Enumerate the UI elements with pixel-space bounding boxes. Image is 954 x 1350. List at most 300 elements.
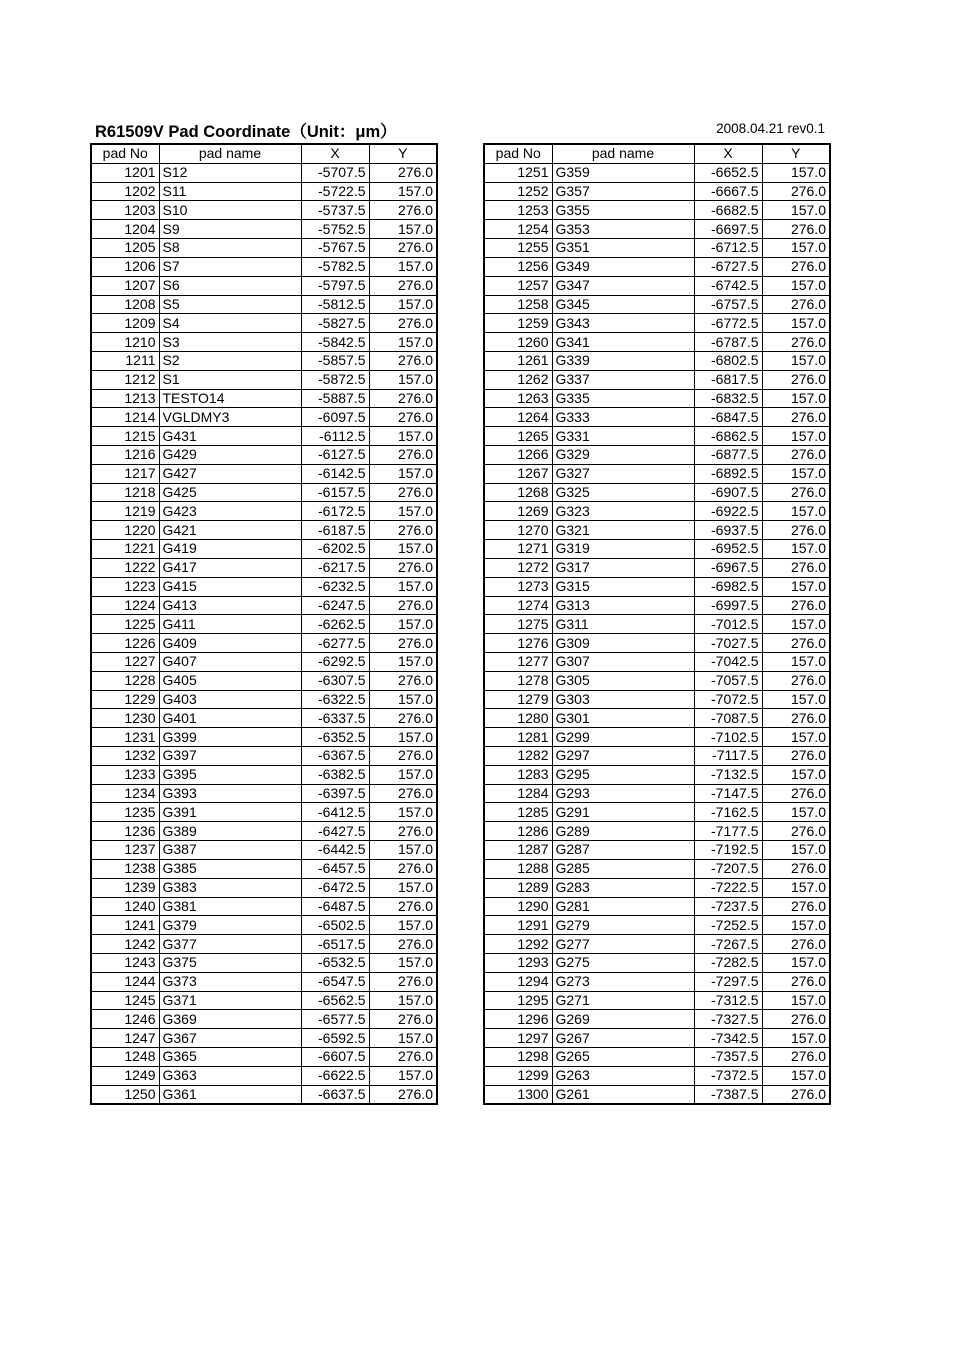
y-coordinate-cell: 157.0 xyxy=(369,427,437,446)
pad-no-cell: 1284 xyxy=(484,784,552,803)
pad-no-cell: 1216 xyxy=(91,446,159,465)
y-coordinate-cell: 157.0 xyxy=(369,333,437,352)
table-row xyxy=(484,502,830,521)
pad-name-cell: S4 xyxy=(159,314,301,333)
table-row xyxy=(91,446,437,465)
y-coordinate-cell: 157.0 xyxy=(762,201,830,220)
x-coordinate-cell: -7342.5 xyxy=(694,1029,762,1048)
pad-no-cell: 1215 xyxy=(91,427,159,446)
pad-name-cell: G297 xyxy=(552,747,694,766)
pad-name-cell: G353 xyxy=(552,220,694,239)
pad-name-cell: G273 xyxy=(552,972,694,991)
pad-name-cell: G417 xyxy=(159,558,301,577)
y-coordinate-cell: 276.0 xyxy=(762,1085,830,1104)
table-row xyxy=(484,953,830,972)
x-coordinate-cell: -7357.5 xyxy=(694,1048,762,1067)
x-coordinate-cell: -7012.5 xyxy=(694,615,762,634)
y-coordinate-cell: 157.0 xyxy=(369,652,437,671)
pad-name-cell: G425 xyxy=(159,483,301,502)
table-row xyxy=(91,257,437,276)
pad-no-cell: 1240 xyxy=(91,897,159,916)
y-coordinate-cell: 276.0 xyxy=(369,276,437,295)
table-row xyxy=(91,483,437,502)
table-row xyxy=(484,201,830,220)
x-coordinate-cell: -5767.5 xyxy=(301,239,369,258)
pad-no-cell: 1271 xyxy=(484,540,552,559)
table-row xyxy=(484,596,830,615)
pad-name-cell: G427 xyxy=(159,464,301,483)
table-row xyxy=(484,351,830,370)
table-row xyxy=(91,1010,437,1029)
pad-name-cell: G403 xyxy=(159,690,301,709)
y-coordinate-cell: 276.0 xyxy=(369,784,437,803)
table-row xyxy=(484,182,830,201)
y-coordinate-cell: 157.0 xyxy=(762,652,830,671)
table-row xyxy=(91,1085,437,1104)
y-coordinate-cell: 157.0 xyxy=(369,182,437,201)
pad-name-cell: G399 xyxy=(159,728,301,747)
y-coordinate-cell: 276.0 xyxy=(369,1048,437,1067)
y-coordinate-cell: 276.0 xyxy=(369,972,437,991)
table-row xyxy=(91,634,437,653)
y-coordinate-cell: 276.0 xyxy=(369,709,437,728)
x-coordinate-cell: -6427.5 xyxy=(301,822,369,841)
pad-name-cell: G355 xyxy=(552,201,694,220)
y-coordinate-cell: 276.0 xyxy=(369,351,437,370)
pad-no-cell: 1296 xyxy=(484,1010,552,1029)
pad-name-cell: G351 xyxy=(552,239,694,258)
x-coordinate-cell: -6697.5 xyxy=(694,220,762,239)
x-coordinate-cell: -6727.5 xyxy=(694,257,762,276)
table-row xyxy=(484,389,830,408)
pad-no-cell: 1285 xyxy=(484,803,552,822)
y-coordinate-cell: 276.0 xyxy=(762,370,830,389)
pad-no-cell: 1265 xyxy=(484,427,552,446)
table-row xyxy=(484,671,830,690)
x-coordinate-cell: -7102.5 xyxy=(694,728,762,747)
pad-name-cell: G345 xyxy=(552,295,694,314)
pad-name-cell: G337 xyxy=(552,370,694,389)
x-coordinate-cell: -6112.5 xyxy=(301,427,369,446)
y-coordinate-cell: 157.0 xyxy=(369,257,437,276)
y-coordinate-cell: 276.0 xyxy=(762,634,830,653)
x-coordinate-cell: -7372.5 xyxy=(694,1066,762,1085)
header-y: Y xyxy=(369,144,437,163)
pad-name-cell: G387 xyxy=(159,841,301,860)
pad-no-cell: 1227 xyxy=(91,652,159,671)
x-coordinate-cell: -7117.5 xyxy=(694,747,762,766)
table-row xyxy=(484,859,830,878)
y-coordinate-cell: 157.0 xyxy=(762,878,830,897)
x-coordinate-cell: -6862.5 xyxy=(694,427,762,446)
pad-no-cell: 1278 xyxy=(484,671,552,690)
table-row xyxy=(484,521,830,540)
pad-name-cell: G367 xyxy=(159,1029,301,1048)
x-coordinate-cell: -6247.5 xyxy=(301,596,369,615)
pad-no-cell: 1229 xyxy=(91,690,159,709)
pad-no-cell: 1297 xyxy=(484,1029,552,1048)
table-row xyxy=(91,427,437,446)
x-coordinate-cell: -7057.5 xyxy=(694,671,762,690)
pad-no-cell: 1251 xyxy=(484,163,552,182)
pad-name-cell: G275 xyxy=(552,953,694,972)
pad-no-cell: 1221 xyxy=(91,540,159,559)
table-row xyxy=(91,182,437,201)
y-coordinate-cell: 157.0 xyxy=(762,765,830,784)
pad-no-cell: 1206 xyxy=(91,257,159,276)
table-row xyxy=(91,652,437,671)
table-row xyxy=(91,389,437,408)
x-coordinate-cell: -7237.5 xyxy=(694,897,762,916)
pad-no-cell: 1255 xyxy=(484,239,552,258)
table-row xyxy=(484,163,830,182)
table-row xyxy=(484,408,830,427)
x-coordinate-cell: -7042.5 xyxy=(694,652,762,671)
x-coordinate-cell: -6382.5 xyxy=(301,765,369,784)
table-row xyxy=(484,276,830,295)
y-coordinate-cell: 157.0 xyxy=(762,502,830,521)
pad-no-cell: 1298 xyxy=(484,1048,552,1067)
pad-no-cell: 1214 xyxy=(91,408,159,427)
pad-name-cell: G287 xyxy=(552,841,694,860)
pad-no-cell: 1213 xyxy=(91,389,159,408)
header-y: Y xyxy=(762,144,830,163)
pad-name-cell: G371 xyxy=(159,991,301,1010)
pad-no-cell: 1266 xyxy=(484,446,552,465)
x-coordinate-cell: -6187.5 xyxy=(301,521,369,540)
table-row xyxy=(484,935,830,954)
table-row xyxy=(484,1029,830,1048)
table-row xyxy=(91,464,437,483)
x-coordinate-cell: -6622.5 xyxy=(301,1066,369,1085)
pad-no-cell: 1245 xyxy=(91,991,159,1010)
x-coordinate-cell: -5752.5 xyxy=(301,220,369,239)
pad-table-right xyxy=(483,143,831,1105)
pad-name-cell: G375 xyxy=(159,953,301,972)
pad-name-cell: G335 xyxy=(552,389,694,408)
x-coordinate-cell: -6292.5 xyxy=(301,652,369,671)
x-coordinate-cell: -7327.5 xyxy=(694,1010,762,1029)
table-row xyxy=(91,897,437,916)
pad-no-cell: 1252 xyxy=(484,182,552,201)
table-row xyxy=(484,239,830,258)
x-coordinate-cell: -6487.5 xyxy=(301,897,369,916)
pad-no-cell: 1235 xyxy=(91,803,159,822)
y-coordinate-cell: 276.0 xyxy=(369,483,437,502)
table-row xyxy=(91,596,437,615)
pad-name-cell: G369 xyxy=(159,1010,301,1029)
table-row xyxy=(91,1048,437,1067)
x-coordinate-cell: -5842.5 xyxy=(301,333,369,352)
pad-no-cell: 1219 xyxy=(91,502,159,521)
x-coordinate-cell: -6592.5 xyxy=(301,1029,369,1048)
pad-no-cell: 1220 xyxy=(91,521,159,540)
y-coordinate-cell: 276.0 xyxy=(369,239,437,258)
y-coordinate-cell: 157.0 xyxy=(369,916,437,935)
pad-no-cell: 1289 xyxy=(484,878,552,897)
x-coordinate-cell: -6967.5 xyxy=(694,558,762,577)
table-header-row xyxy=(91,144,437,163)
table-row xyxy=(484,615,830,634)
y-coordinate-cell: 157.0 xyxy=(369,878,437,897)
table-row xyxy=(484,634,830,653)
table-row xyxy=(91,747,437,766)
x-coordinate-cell: -6262.5 xyxy=(301,615,369,634)
y-coordinate-cell: 276.0 xyxy=(369,1010,437,1029)
x-coordinate-cell: -7222.5 xyxy=(694,878,762,897)
pad-name-cell: G377 xyxy=(159,935,301,954)
x-coordinate-cell: -6607.5 xyxy=(301,1048,369,1067)
y-coordinate-cell: 276.0 xyxy=(369,822,437,841)
pad-name-cell: G269 xyxy=(552,1010,694,1029)
table-row xyxy=(91,859,437,878)
table-row xyxy=(484,295,830,314)
pad-no-cell: 1241 xyxy=(91,916,159,935)
x-coordinate-cell: -6517.5 xyxy=(301,935,369,954)
y-coordinate-cell: 276.0 xyxy=(369,163,437,182)
x-coordinate-cell: -6877.5 xyxy=(694,446,762,465)
table-row xyxy=(484,464,830,483)
pad-name-cell: G415 xyxy=(159,577,301,596)
x-coordinate-cell: -6802.5 xyxy=(694,351,762,370)
table-row xyxy=(484,897,830,916)
pad-name-cell: G381 xyxy=(159,897,301,916)
x-coordinate-cell: -7177.5 xyxy=(694,822,762,841)
pad-name-cell: S6 xyxy=(159,276,301,295)
x-coordinate-cell: -6682.5 xyxy=(694,201,762,220)
table-row xyxy=(484,747,830,766)
x-coordinate-cell: -5872.5 xyxy=(301,370,369,389)
pad-no-cell: 1268 xyxy=(484,483,552,502)
table-row xyxy=(484,257,830,276)
table-row xyxy=(91,615,437,634)
pad-name-cell: G283 xyxy=(552,878,694,897)
pad-name-cell: S3 xyxy=(159,333,301,352)
pad-no-cell: 1234 xyxy=(91,784,159,803)
x-coordinate-cell: -6412.5 xyxy=(301,803,369,822)
pad-no-cell: 1212 xyxy=(91,370,159,389)
table-row xyxy=(91,351,437,370)
pad-no-cell: 1236 xyxy=(91,822,159,841)
table-row xyxy=(91,577,437,596)
x-coordinate-cell: -6742.5 xyxy=(694,276,762,295)
pad-name-cell: G267 xyxy=(552,1029,694,1048)
y-coordinate-cell: 157.0 xyxy=(762,991,830,1010)
pad-no-cell: 1263 xyxy=(484,389,552,408)
pad-no-cell: 1239 xyxy=(91,878,159,897)
x-coordinate-cell: -6322.5 xyxy=(301,690,369,709)
x-coordinate-cell: -7252.5 xyxy=(694,916,762,935)
x-coordinate-cell: -6442.5 xyxy=(301,841,369,860)
x-coordinate-cell: -7147.5 xyxy=(694,784,762,803)
y-coordinate-cell: 276.0 xyxy=(762,897,830,916)
y-coordinate-cell: 276.0 xyxy=(369,1085,437,1104)
pad-name-cell: G409 xyxy=(159,634,301,653)
pad-name-cell: G363 xyxy=(159,1066,301,1085)
pad-no-cell: 1250 xyxy=(91,1085,159,1104)
y-coordinate-cell: 157.0 xyxy=(762,841,830,860)
y-coordinate-cell: 157.0 xyxy=(369,295,437,314)
y-coordinate-cell: 157.0 xyxy=(369,615,437,634)
pad-name-cell: G311 xyxy=(552,615,694,634)
y-coordinate-cell: 276.0 xyxy=(762,521,830,540)
x-coordinate-cell: -6157.5 xyxy=(301,483,369,502)
x-coordinate-cell: -7297.5 xyxy=(694,972,762,991)
pad-no-cell: 1280 xyxy=(484,709,552,728)
x-coordinate-cell: -6907.5 xyxy=(694,483,762,502)
pad-no-cell: 1254 xyxy=(484,220,552,239)
x-coordinate-cell: -6277.5 xyxy=(301,634,369,653)
y-coordinate-cell: 276.0 xyxy=(762,1048,830,1067)
table-row xyxy=(91,370,437,389)
x-coordinate-cell: -7387.5 xyxy=(694,1085,762,1104)
x-coordinate-cell: -5827.5 xyxy=(301,314,369,333)
pad-name-cell: G349 xyxy=(552,257,694,276)
table-row xyxy=(484,972,830,991)
table-row xyxy=(91,201,437,220)
table-row xyxy=(484,314,830,333)
x-coordinate-cell: -5722.5 xyxy=(301,182,369,201)
x-coordinate-cell: -6937.5 xyxy=(694,521,762,540)
y-coordinate-cell: 157.0 xyxy=(762,540,830,559)
table-row xyxy=(484,1066,830,1085)
table-row xyxy=(484,1085,830,1104)
pad-no-cell: 1300 xyxy=(484,1085,552,1104)
header-pad-name: pad name xyxy=(159,144,301,163)
pad-name-cell: G325 xyxy=(552,483,694,502)
y-coordinate-cell: 157.0 xyxy=(369,841,437,860)
y-coordinate-cell: 276.0 xyxy=(762,408,830,427)
y-coordinate-cell: 276.0 xyxy=(762,295,830,314)
table-row xyxy=(484,370,830,389)
y-coordinate-cell: 276.0 xyxy=(762,671,830,690)
y-coordinate-cell: 276.0 xyxy=(762,1010,830,1029)
y-coordinate-cell: 276.0 xyxy=(369,596,437,615)
x-coordinate-cell: -6232.5 xyxy=(301,577,369,596)
table-row xyxy=(91,822,437,841)
pad-name-cell: G389 xyxy=(159,822,301,841)
x-coordinate-cell: -6712.5 xyxy=(694,239,762,258)
y-coordinate-cell: 276.0 xyxy=(369,314,437,333)
pad-no-cell: 1223 xyxy=(91,577,159,596)
x-coordinate-cell: -7027.5 xyxy=(694,634,762,653)
pad-name-cell: S2 xyxy=(159,351,301,370)
y-coordinate-cell: 157.0 xyxy=(369,220,437,239)
pad-no-cell: 1292 xyxy=(484,935,552,954)
header-pad-no: pad No xyxy=(484,144,552,163)
pad-name-cell: G291 xyxy=(552,803,694,822)
table-row xyxy=(484,220,830,239)
y-coordinate-cell: 276.0 xyxy=(762,747,830,766)
pad-name-cell: S5 xyxy=(159,295,301,314)
pad-no-cell: 1261 xyxy=(484,351,552,370)
pad-name-cell: G329 xyxy=(552,446,694,465)
table-row xyxy=(91,220,437,239)
table-row xyxy=(484,841,830,860)
pad-no-cell: 1273 xyxy=(484,577,552,596)
x-coordinate-cell: -6922.5 xyxy=(694,502,762,521)
x-coordinate-cell: -6397.5 xyxy=(301,784,369,803)
pad-no-cell: 1237 xyxy=(91,841,159,860)
pad-no-cell: 1262 xyxy=(484,370,552,389)
pad-no-cell: 1282 xyxy=(484,747,552,766)
table-row xyxy=(91,540,437,559)
y-coordinate-cell: 276.0 xyxy=(369,201,437,220)
table-row xyxy=(91,502,437,521)
y-coordinate-cell: 157.0 xyxy=(369,577,437,596)
pad-name-cell: G361 xyxy=(159,1085,301,1104)
pad-name-cell: G307 xyxy=(552,652,694,671)
table-row xyxy=(484,991,830,1010)
pad-name-cell: G385 xyxy=(159,859,301,878)
table-row xyxy=(484,878,830,897)
y-coordinate-cell: 157.0 xyxy=(762,464,830,483)
pad-name-cell: G315 xyxy=(552,577,694,596)
pad-name-cell: G303 xyxy=(552,690,694,709)
y-coordinate-cell: 157.0 xyxy=(762,1029,830,1048)
x-coordinate-cell: -6472.5 xyxy=(301,878,369,897)
pad-name-cell: G339 xyxy=(552,351,694,370)
pad-name-cell: G305 xyxy=(552,671,694,690)
y-coordinate-cell: 157.0 xyxy=(762,577,830,596)
pad-name-cell: G323 xyxy=(552,502,694,521)
pad-name-cell: G301 xyxy=(552,709,694,728)
y-coordinate-cell: 157.0 xyxy=(369,1066,437,1085)
y-coordinate-cell: 157.0 xyxy=(369,765,437,784)
y-coordinate-cell: 276.0 xyxy=(369,634,437,653)
x-coordinate-cell: -6847.5 xyxy=(694,408,762,427)
y-coordinate-cell: 157.0 xyxy=(762,314,830,333)
pad-no-cell: 1267 xyxy=(484,464,552,483)
pad-no-cell: 1290 xyxy=(484,897,552,916)
table-row xyxy=(484,765,830,784)
y-coordinate-cell: 157.0 xyxy=(762,690,830,709)
x-coordinate-cell: -6307.5 xyxy=(301,671,369,690)
pad-name-cell: G419 xyxy=(159,540,301,559)
pad-no-cell: 1244 xyxy=(91,972,159,991)
pad-no-cell: 1203 xyxy=(91,201,159,220)
pad-name-cell: G347 xyxy=(552,276,694,295)
y-coordinate-cell: 276.0 xyxy=(369,389,437,408)
pad-name-cell: G407 xyxy=(159,652,301,671)
pad-name-cell: S11 xyxy=(159,182,301,201)
pad-name-cell: G327 xyxy=(552,464,694,483)
y-coordinate-cell: 276.0 xyxy=(369,446,437,465)
y-coordinate-cell: 157.0 xyxy=(762,615,830,634)
x-coordinate-cell: -7072.5 xyxy=(694,690,762,709)
y-coordinate-cell: 157.0 xyxy=(369,953,437,972)
pad-name-cell: TESTO14 xyxy=(159,389,301,408)
x-coordinate-cell: -6202.5 xyxy=(301,540,369,559)
pad-name-cell: G321 xyxy=(552,521,694,540)
pad-no-cell: 1256 xyxy=(484,257,552,276)
y-coordinate-cell: 157.0 xyxy=(762,1066,830,1085)
x-coordinate-cell: -6502.5 xyxy=(301,916,369,935)
x-coordinate-cell: -6142.5 xyxy=(301,464,369,483)
pad-no-cell: 1217 xyxy=(91,464,159,483)
pad-no-cell: 1281 xyxy=(484,728,552,747)
y-coordinate-cell: 276.0 xyxy=(762,220,830,239)
header-x: X xyxy=(301,144,369,163)
y-coordinate-cell: 157.0 xyxy=(369,690,437,709)
x-coordinate-cell: -5857.5 xyxy=(301,351,369,370)
pad-name-cell: G299 xyxy=(552,728,694,747)
table-row xyxy=(91,1029,437,1048)
x-coordinate-cell: -7132.5 xyxy=(694,765,762,784)
pad-no-cell: 1207 xyxy=(91,276,159,295)
pad-no-cell: 1202 xyxy=(91,182,159,201)
pad-name-cell: G397 xyxy=(159,747,301,766)
